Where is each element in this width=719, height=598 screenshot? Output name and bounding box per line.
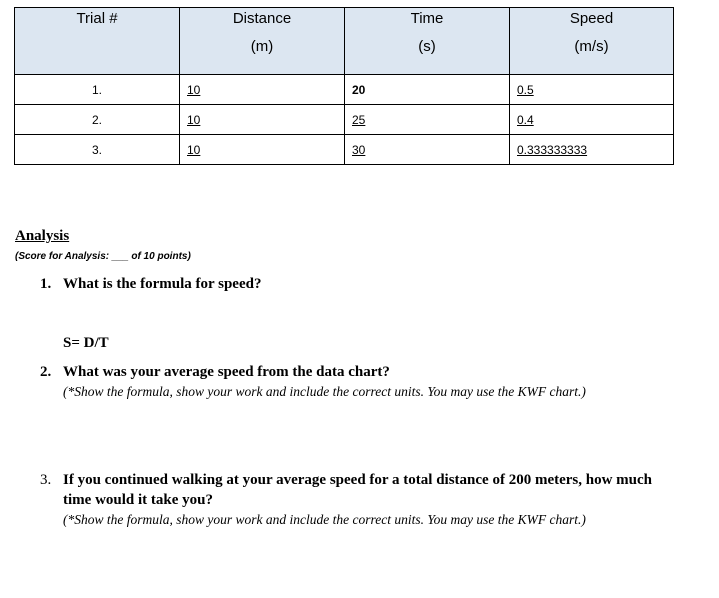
question-hint: (*Show the formula, show your work and include the correct units. You may use the KWF chart.) — [63, 384, 586, 399]
speed-cell[interactable]: 0.4 — [510, 105, 674, 135]
question-number: 1. — [40, 276, 52, 292]
table-row — [15, 135, 674, 165]
analysis-heading: Analysis — [15, 228, 70, 244]
distance-cell[interactable]: 10 — [180, 135, 345, 165]
header-trial: Trial # — [15, 8, 180, 75]
speed-cell[interactable]: 0.333333333 — [510, 135, 674, 165]
question-1 — [40, 274, 680, 294]
question-2 — [40, 362, 680, 402]
question-number: 2. — [40, 364, 52, 380]
question-3 — [40, 470, 680, 530]
question-number: 3. — [40, 472, 52, 488]
trial-cell: 2. — [15, 105, 180, 135]
time-cell[interactable]: 20 — [345, 75, 510, 105]
data-table — [14, 7, 674, 165]
distance-cell[interactable]: 10 — [180, 75, 345, 105]
question-text: What is the formula for speed? — [63, 276, 262, 292]
header-distance: Distance (m) — [180, 8, 345, 75]
table-header-row — [15, 8, 674, 75]
header-speed: Speed (m/s) — [510, 8, 674, 75]
time-cell[interactable]: 30 — [345, 135, 510, 165]
question-text: If you continued walking at your average speed for a total distance of 200 meters, how much time would it take you? — [63, 472, 653, 508]
table-row — [15, 75, 674, 105]
trial-cell: 1. — [15, 75, 180, 105]
score-note: (Score for Analysis: ___ of 10 points) — [15, 251, 191, 262]
speed-cell[interactable]: 0.5 — [510, 75, 674, 105]
time-cell[interactable]: 25 — [345, 105, 510, 135]
distance-cell[interactable]: 10 — [180, 105, 345, 135]
table-row — [15, 105, 674, 135]
header-time: Time (s) — [345, 8, 510, 75]
trial-cell: 3. — [15, 135, 180, 165]
question-text: What was your average speed from the data chart? — [63, 364, 390, 380]
question-hint: (*Show the formula, show your work and include the correct units. You may use the KWF chart.) — [63, 512, 586, 527]
answer-1[interactable]: S= D/T — [63, 335, 109, 351]
